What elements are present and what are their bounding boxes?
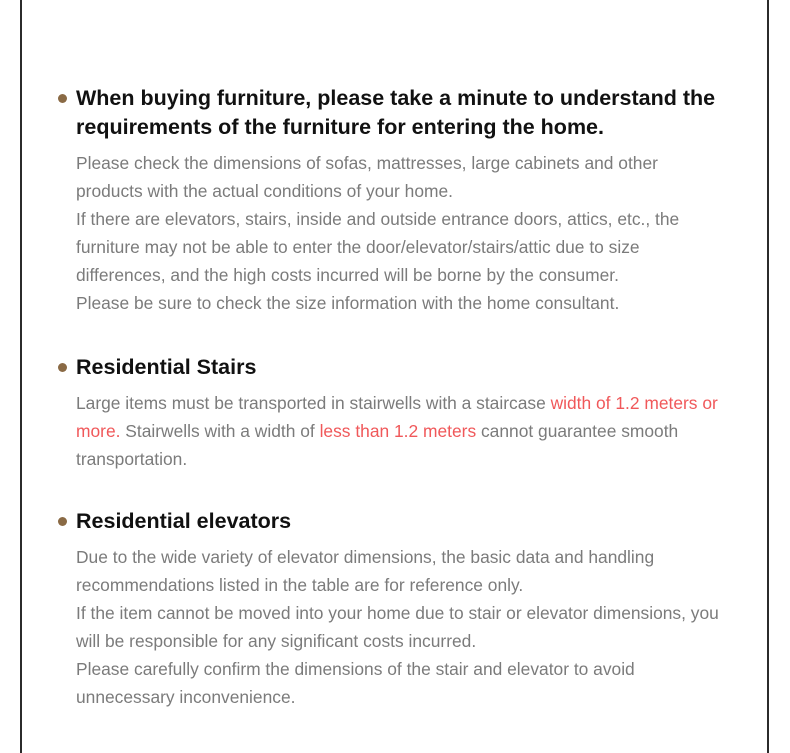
bullet-dot-icon (58, 94, 67, 103)
section-body (56, 543, 720, 711)
paragraph-text: Large items must be transported in stairwells with a staircase (76, 393, 551, 413)
paragraph-text: cannot guarantee smooth transportation. (76, 421, 679, 469)
paragraph: If the item cannot be moved into your home due to stair or elevator dimensions, you will be responsible for any significant costs incurred. (76, 603, 719, 651)
section-heading-text: Residential Stairs (76, 355, 257, 379)
paragraph: Due to the wide variety of elevator dimensions, the basic data and handling recommendations listed in the table are for reference only. (76, 547, 655, 595)
paragraph: Please be sure to check the size information with the home consultant. (76, 293, 620, 313)
section-heading (56, 507, 720, 536)
section-body (56, 149, 720, 317)
section-furniture-requirements (56, 84, 720, 317)
paragraph: Please carefully confirm the dimensions of the stair and elevator to avoid unnecessary inconvenience. (76, 659, 635, 707)
section-heading (56, 353, 720, 382)
section-heading (56, 84, 720, 142)
section-heading-text: Residential elevators (76, 509, 292, 533)
highlight-text: width of 1.2 meters or more. (76, 393, 718, 441)
paragraph-text: Stairwells with a width of (120, 421, 320, 441)
highlight-text: less than 1.2 meters (319, 421, 477, 441)
paragraph: If there are elevators, stairs, inside and outside entrance doors, attics, etc., the furniture may not be able to enter the door/elevator/stairs/attic due to size differences, and the high costs incurred will be borne by the consumer. (76, 209, 680, 285)
bullet-dot-icon (58, 517, 67, 526)
bullet-dot-icon (58, 363, 67, 372)
paragraph: Please check the dimensions of sofas, mattresses, large cabinets and other products with the actual conditions of your home. (76, 153, 658, 201)
paragraph (76, 389, 720, 473)
section-heading-text: When buying furniture, please take a minute to understand the requirements of the furniture for entering the home. (76, 86, 716, 139)
section-body (56, 389, 720, 473)
section-residential-stairs (56, 353, 720, 473)
section-residential-elevators (56, 507, 720, 711)
